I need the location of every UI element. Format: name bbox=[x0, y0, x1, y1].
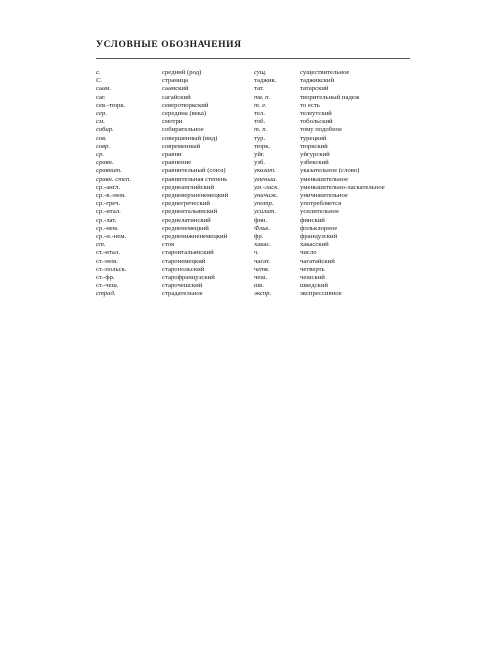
abbreviation: экспр. bbox=[254, 290, 272, 298]
abbreviation-row bbox=[96, 241, 410, 249]
abbreviation-definition: сравнительный (союз) bbox=[162, 167, 226, 175]
abbreviation: таджик. bbox=[254, 77, 277, 85]
abbreviation-definition: староитальянский bbox=[162, 249, 214, 257]
abbreviation-row bbox=[96, 110, 410, 118]
abbreviation: собир. bbox=[96, 126, 114, 134]
abbreviation-definition: уменьшительное bbox=[300, 175, 349, 183]
abbreviation-definition: стоя bbox=[162, 241, 175, 249]
abbreviation-row bbox=[96, 176, 410, 184]
abbreviation: чеш. bbox=[254, 274, 268, 282]
abbreviation: четв. bbox=[254, 265, 270, 273]
abbreviation-definition: современный bbox=[162, 142, 201, 150]
abbreviations-table bbox=[96, 69, 410, 299]
abbreviation-definition: саамский bbox=[162, 85, 189, 93]
abbreviation-definition: средненемецкий bbox=[162, 224, 209, 232]
abbreviation-definition: четверть bbox=[300, 265, 325, 273]
abbreviation-definition: средневерхненемецкий bbox=[162, 192, 229, 200]
abbreviation-definition: фольклорное bbox=[300, 224, 338, 232]
abbreviation-row bbox=[96, 290, 410, 298]
abbreviation-definition: турецкий bbox=[300, 134, 327, 142]
abbreviation: страд. bbox=[96, 290, 116, 298]
page-title: УСЛОВНЫЕ ОБОЗНАЧЕНИЯ bbox=[96, 40, 242, 50]
abbreviation: ст. bbox=[96, 241, 106, 249]
abbreviation-definition: сравнение bbox=[162, 159, 192, 167]
abbreviation-definition: уменьшительно-ласкательное bbox=[300, 183, 385, 191]
abbreviation-definition: узбекский bbox=[300, 159, 329, 167]
abbreviation: ст.-итал. bbox=[96, 249, 120, 257]
abbreviation-row bbox=[96, 249, 410, 257]
abbreviation: ч. bbox=[254, 249, 259, 257]
abbreviation-definition: сагайский bbox=[162, 93, 191, 101]
abbreviation: с. bbox=[96, 69, 101, 76]
abbreviation-row bbox=[96, 126, 410, 134]
abbreviation: тат. bbox=[254, 85, 264, 93]
abbreviation-row bbox=[96, 94, 410, 102]
abbreviation-row bbox=[96, 233, 410, 241]
abbreviation: уйг. bbox=[254, 151, 265, 159]
abbreviation: фин. bbox=[254, 216, 268, 224]
abbreviation-definition: старофранцузский bbox=[162, 274, 215, 282]
abbreviation-definition: то есть bbox=[300, 101, 320, 109]
abbreviation-row bbox=[96, 167, 410, 175]
abbreviation: сущ. bbox=[254, 69, 267, 76]
abbreviation: фр. bbox=[254, 233, 264, 241]
abbreviation-definition: чагатайский bbox=[300, 257, 335, 265]
abbreviation-definition: старочешский bbox=[162, 282, 203, 290]
abbreviation: С. bbox=[96, 77, 103, 85]
abbreviation-row bbox=[96, 151, 410, 159]
abbreviation-row bbox=[96, 159, 410, 167]
abbreviation-definition: употребляется bbox=[300, 200, 342, 208]
abbreviation: шв. bbox=[254, 282, 264, 290]
abbreviation: Фльк. bbox=[254, 224, 271, 232]
abbreviation: т. п. bbox=[254, 126, 268, 134]
abbreviation: ср. bbox=[96, 151, 104, 159]
abbreviation-definition: финский bbox=[300, 216, 325, 224]
abbreviation-row bbox=[96, 208, 410, 216]
abbreviation-definition: средний (род) bbox=[162, 69, 202, 76]
abbreviation-definition: уничижительное bbox=[300, 192, 348, 200]
abbreviation-row bbox=[96, 77, 410, 85]
abbreviation-definition: указательное (слово) bbox=[300, 167, 360, 175]
abbreviation-definition: среднелатинский bbox=[162, 216, 211, 224]
abbreviation: совр. bbox=[96, 142, 111, 150]
abbreviation-definition: старопольский bbox=[162, 265, 205, 273]
abbreviation-definition: среднеитальянский bbox=[162, 208, 218, 216]
abbreviation-row bbox=[96, 184, 410, 192]
abbreviation-row bbox=[96, 200, 410, 208]
abbreviation-definition: середина (века) bbox=[162, 110, 207, 118]
abbreviation: сер. bbox=[96, 110, 107, 118]
abbreviation-row bbox=[96, 69, 410, 77]
abbreviation: тур. bbox=[254, 134, 266, 142]
abbreviation-row bbox=[96, 258, 410, 266]
abbreviation-row bbox=[96, 192, 410, 200]
abbreviation-definition: собирательное bbox=[162, 126, 204, 134]
abbreviation: тв. п. bbox=[254, 93, 271, 101]
abbreviation-row bbox=[96, 217, 410, 225]
abbreviation: ст.-фр. bbox=[96, 274, 115, 282]
abbreviation: ст.-нем. bbox=[96, 257, 118, 265]
abbreviation: ср.-н.-нем. bbox=[96, 233, 127, 241]
abbreviation: сравн. степ. bbox=[96, 175, 132, 183]
abbreviation-definition: таджикский bbox=[300, 77, 335, 85]
abbreviation: ср.-итал. bbox=[96, 208, 121, 216]
abbreviation-definition: совершенный (вид) bbox=[162, 134, 218, 142]
abbreviation-definition: существительное bbox=[300, 69, 350, 76]
abbreviation-definition: тобольский bbox=[300, 118, 333, 126]
abbreviation-definition: средненижненемецкий bbox=[162, 233, 228, 241]
abbreviation: см. bbox=[96, 118, 105, 126]
abbreviation-row bbox=[96, 102, 410, 110]
abbreviation-row bbox=[96, 143, 410, 151]
abbreviation: усилит. bbox=[254, 208, 277, 216]
abbreviation-definition: страдательное bbox=[162, 290, 203, 298]
abbreviation-definition: сравни bbox=[162, 151, 182, 159]
abbreviation-definition: тюркский bbox=[300, 142, 328, 150]
abbreviation-row bbox=[96, 135, 410, 143]
abbreviation-definition: тому подобное bbox=[300, 126, 343, 134]
abbreviation-definition: старонемецкий bbox=[162, 257, 206, 265]
abbreviation: ср.-англ. bbox=[96, 183, 121, 191]
abbreviation-definition: чешский bbox=[300, 274, 325, 282]
abbreviation-definition: среднеанглийский bbox=[162, 183, 215, 191]
abbreviation: сравн. bbox=[96, 159, 114, 167]
abbreviation-row bbox=[96, 266, 410, 274]
abbreviation: употр. bbox=[254, 200, 274, 208]
abbreviation: ср.-нем. bbox=[96, 224, 119, 232]
abbreviation-definition: сравнительная степень bbox=[162, 175, 228, 183]
abbreviation: ср.-греч. bbox=[96, 200, 121, 208]
abbreviation-definition: французский bbox=[300, 233, 338, 241]
abbreviation: ст.-чеш. bbox=[96, 282, 119, 290]
abbreviation-definition: усилительное bbox=[300, 208, 340, 216]
abbreviation-definition: шведский bbox=[300, 282, 328, 290]
abbreviation: ср.-лат. bbox=[96, 216, 117, 224]
abbreviation: уменьш. bbox=[254, 175, 278, 183]
abbreviation: сев.-тюрк. bbox=[96, 101, 126, 109]
abbreviation: тел. bbox=[254, 110, 265, 118]
abbreviation: сравнит. bbox=[96, 167, 122, 175]
abbreviation-row bbox=[96, 118, 410, 126]
abbreviation: т. е. bbox=[254, 101, 267, 109]
abbreviation-row bbox=[96, 85, 410, 93]
abbreviation-row bbox=[96, 225, 410, 233]
abbreviation: указат. bbox=[254, 167, 276, 175]
abbreviation: тоб. bbox=[254, 118, 266, 126]
abbreviation-definition: уйгурский bbox=[300, 151, 330, 159]
abbreviation-row bbox=[96, 282, 410, 290]
abbreviation: чагат. bbox=[254, 257, 270, 265]
abbreviation-definition: смотри bbox=[162, 118, 183, 126]
abbreviation-definition: хакасский bbox=[300, 241, 329, 249]
abbreviation: уничиж. bbox=[254, 192, 279, 200]
abbreviation-definition: северотюркский bbox=[162, 101, 209, 109]
abbreviation: саг. bbox=[96, 93, 106, 101]
abbreviation-row bbox=[96, 274, 410, 282]
page-header bbox=[96, 38, 410, 59]
abbreviation: ср.-в.-нем. bbox=[96, 192, 126, 200]
abbreviation-definition: татарский bbox=[300, 85, 329, 93]
abbreviation: ст.-польск. bbox=[96, 265, 127, 273]
abbreviation: ум.-ласк. bbox=[254, 183, 280, 191]
abbreviation: саам. bbox=[96, 85, 111, 93]
abbreviation-definition: творительный падеж bbox=[300, 93, 360, 101]
abbreviation: тюрк. bbox=[254, 142, 271, 150]
abbreviation-definition: экспрессивное bbox=[300, 290, 342, 298]
abbreviation: узб. bbox=[254, 159, 266, 167]
abbreviation-definition: телеутский bbox=[300, 110, 332, 118]
abbreviations-body bbox=[96, 69, 410, 299]
abbreviation: сов. bbox=[96, 134, 107, 142]
abbreviation: хакас. bbox=[254, 241, 271, 249]
abbreviation-definition: страница bbox=[162, 77, 188, 85]
abbreviation-definition: число bbox=[300, 249, 317, 257]
abbreviation-definition: среднегреческий bbox=[162, 200, 210, 208]
